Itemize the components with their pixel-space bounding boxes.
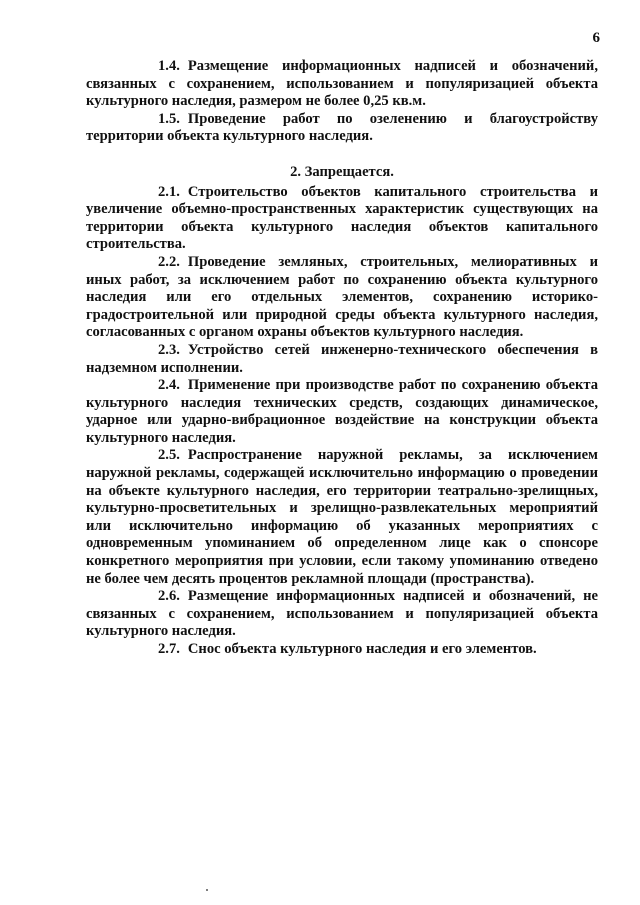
clause-number: 1.4.: [158, 58, 180, 74]
section-2-title: 2. Запрещается.: [290, 163, 394, 180]
section-2-items: [86, 184, 598, 659]
clause-2-5: [86, 447, 598, 588]
page-number: 6: [592, 30, 600, 46]
clause-number: 2.6.: [158, 588, 180, 605]
clause-text: Строительство объектов капитального строительства и увеличение объемно-пространственных характеристик существующих на территории объекта культурного наследия объектов капитального строительства.: [86, 183, 598, 253]
clause-text: Распространение наружной рекламы, за исключением наружной рекламы, содержащей исключительно информацию о проведении на объекте культурного наследия, его территории театрально-зрелищных, культурно-просветительных и зрелищно-развлекательных мероприятий или исключительно информацию об указанных мероприятиях с одновременным упоминанием об определенном лице как о спонсоре конкретного мероприятия при условии, если такому упоминанию отведено не более чем десять процентов рекламной площади (пространства).: [86, 447, 598, 587]
clause-number: 2.5.: [158, 447, 180, 464]
section-1-items: [86, 58, 598, 146]
clause-number: 2.7.: [158, 641, 180, 657]
clause-text: Размещение информационных надписей и обозначений, связанных с сохранением, использованием и популяризацией объекта культурного наследия, размером не более 0,25 кв.м.: [86, 58, 598, 110]
scan-speck: [206, 889, 208, 891]
clause-2-6: [86, 588, 598, 641]
clause-number: 1.5.: [158, 110, 180, 127]
clause-text: Размещение информационных надписей и обозначений, не связанных с сохранением, использованием и популяризацией объекта культурного наследия.: [86, 588, 598, 640]
clause-text: Проведение земляных, строительных, мелиоративных и иных работ, за исключением работ по сохранению объекта культурного наследия или его отдельных элементов, сохранению историко-градостроительной или природной среды объекта культурного наследия, согласованных с органом охраны объектов культурного наследия.: [86, 253, 598, 341]
clause-text: Устройство сетей инженерно-технического обеспечения в надземном исполнении.: [86, 341, 598, 376]
clause-number: 2.2.: [158, 253, 180, 270]
clause-2-3: [86, 342, 598, 377]
clause-number: 2.3.: [158, 341, 180, 358]
document-body: [86, 58, 598, 659]
clause-2-4: [86, 377, 598, 447]
clause-1-4: [86, 58, 598, 111]
clause-text: Применение при производстве работ по сохранению объекта культурного наследия технических средств, создающих динамическое, ударное или ударно-вибрационное воздействие на конструкции объекта культурного наследия.: [86, 377, 598, 446]
clause-1-5: [86, 111, 598, 146]
clause-text: Снос объекта культурного наследия и его элементов.: [187, 641, 537, 657]
clause-2-1: [86, 184, 598, 254]
clause-2-2: [86, 254, 598, 342]
clause-2-7: [86, 641, 598, 659]
clause-number: 2.1.: [158, 183, 180, 200]
clause-text: Проведение работ по озеленению и благоустройству территории объекта культурного наследия.: [86, 110, 598, 145]
clause-number: 2.4.: [158, 377, 180, 394]
